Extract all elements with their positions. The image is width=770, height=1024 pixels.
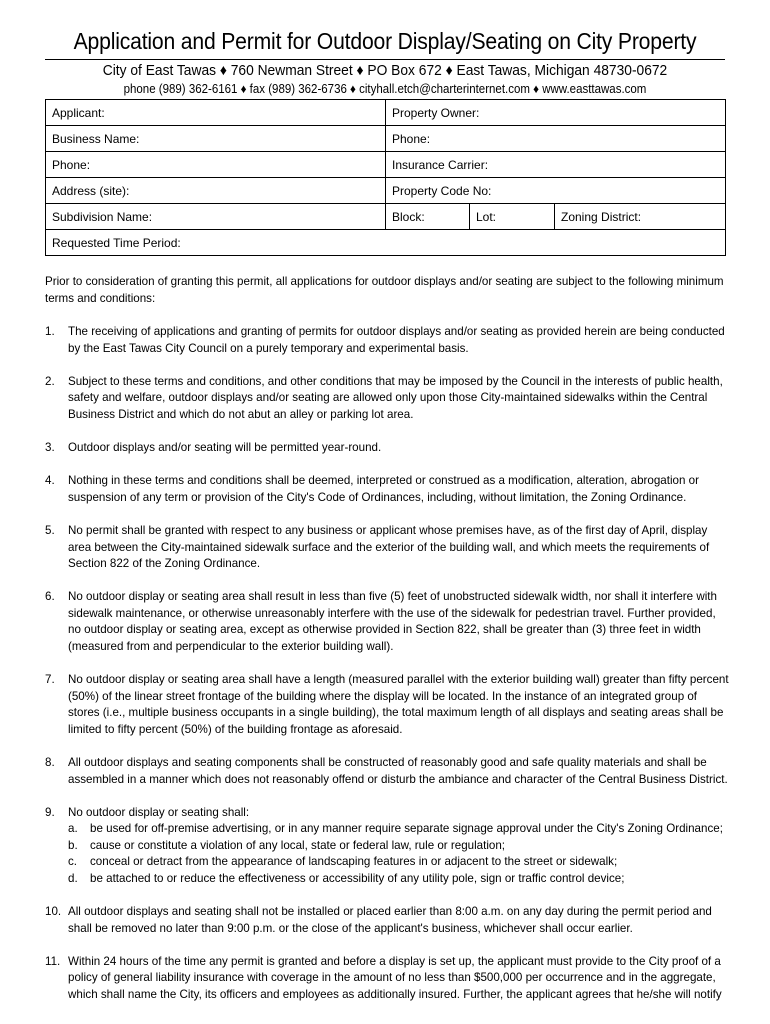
block-field[interactable]: Block: xyxy=(386,204,470,230)
requested-time-period-field[interactable]: Requested Time Period: xyxy=(46,230,726,256)
sub-condition-letter: c. xyxy=(68,855,78,869)
sub-condition-text: be attached to or reduce the effectiveness or accessibility of any utility pole, sign or traffic control device; xyxy=(90,872,625,886)
condition-text: Subject to these terms and conditions, and other conditions that may be imposed by the Council in the interests of public health, safety and welfare, outdoor displays and/or seating are allowed only upon those City-maintained sidewalks within the Central Business District and which do not abut an alley or parking lot area. xyxy=(68,374,723,422)
condition-number: 5. xyxy=(45,523,55,537)
condition-text: No permit shall be granted with respect to any business or applicant whose premises have, as of the first day of April, display area between the City-maintained sidewalk surface and the exterior of the building wall, and which meets the requirements of Section 822 of the Zoning Ordinance. xyxy=(68,523,710,571)
condition-text: All outdoor displays and seating shall not be installed or placed earlier than 8:00 a.m. on any day during the permit period and shall be removed no later than 9:00 p.m. or the close of the applicant's business, whichever shall occur earlier. xyxy=(68,905,712,935)
condition-number: 7. xyxy=(45,673,55,687)
condition-item xyxy=(45,904,731,937)
condition-text: No outdoor display or seating area shall have a length (measured parallel with the exterior building wall) greater than fifty percent (50%) of the linear street frontage of the building where the display will be located. In the instance of an integrated group of stores (i.e., multiple business occupants in a single building), the total maximum length of all displays and seating areas shall be limited to fifty percent (50%) of the building frontage as aforesaid. xyxy=(68,673,729,736)
zoning-district-field[interactable]: Zoning District: xyxy=(555,204,726,230)
condition-text: Outdoor displays and/or seating will be permitted year-round. xyxy=(68,441,382,455)
intro-paragraph: Prior to consideration of granting this permit, all applications for outdoor displays and/or seating are subject to the following minimum terms and conditions: xyxy=(45,275,724,305)
sub-condition-item xyxy=(68,854,731,871)
condition-text: No outdoor display or seating shall: xyxy=(68,805,250,819)
condition-number: 6. xyxy=(45,590,55,604)
condition-item xyxy=(45,672,731,738)
sub-condition-text: cause or constitute a violation of any local, state or federal law, rule or regulation; xyxy=(90,838,506,852)
condition-item xyxy=(45,440,731,457)
condition-number: 4. xyxy=(45,474,55,488)
terms-and-conditions xyxy=(45,274,731,1020)
condition-text: Nothing in these terms and conditions shall be deemed, interpreted or construed as a modification, alteration, abrogation or suspension of any term or provision of the City's Code of Ordinances, including, without limitation, the Zoning Ordinance. xyxy=(68,474,699,504)
insurance-carrier-field[interactable]: Insurance Carrier: xyxy=(386,152,726,178)
sub-condition-item xyxy=(68,838,731,855)
property-owner-field[interactable]: Property Owner: xyxy=(386,100,726,126)
condition-number: 2. xyxy=(45,374,55,388)
contact-line: phone (989) 362-6161 ♦ fax (989) 362-6736 ♦ cityhall.etch@charterinternet.com ♦ www.easttawas.com xyxy=(123,82,647,96)
condition-item xyxy=(45,473,731,506)
sub-condition-letter: a. xyxy=(68,822,78,836)
address-line: City of East Tawas ♦ 760 Newman Street ♦ PO Box 672 ♦ East Tawas, Michigan 48730-0672 xyxy=(102,62,668,79)
condition-number: 1. xyxy=(45,325,55,339)
condition-item xyxy=(45,589,731,655)
title-underline xyxy=(45,59,725,60)
condition-item xyxy=(45,805,731,888)
sub-condition-item xyxy=(68,821,731,838)
condition-number: 9. xyxy=(45,805,55,819)
condition-text: The receiving of applications and granting of permits for outdoor displays and/or seating as provided herein are being conducted by the East Tawas City Council on a purely temporary and experimental basis. xyxy=(68,325,725,355)
condition-text: No outdoor display or seating area shall result in less than five (5) feet of unobstructed sidewalk width, nor shall it interfere with sidewalk maintenance, or otherwise unreasonably interfere with the use of the sidewalk for pedestrian travel. Further provided, no outdoor display or seating area, except as otherwise provided in Section 822, shall be greater than (3) three feet in width (measured from and perpendicular to the exterior building wall). xyxy=(68,590,717,653)
condition-number: 3. xyxy=(45,441,55,455)
condition-item xyxy=(45,954,731,1004)
sub-condition-letter: b. xyxy=(68,838,78,852)
page-title: Application and Permit for Outdoor Display/Seating on City Property xyxy=(73,28,697,54)
address-site-field[interactable]: Address (site): xyxy=(46,178,386,204)
sub-condition-letter: d. xyxy=(68,872,78,886)
condition-item xyxy=(45,324,731,357)
sub-condition-item xyxy=(68,871,731,888)
condition-text: Within 24 hours of the time any permit is granted and before a display is set up, the applicant must provide to the City proof of a policy of general liability insurance with coverage in the amount of no less than $500,000 per occurrence and in the aggregate, which shall name the City, its officers and employees as additionally insured. Further, the applicant agrees that he/she will notify xyxy=(68,954,722,1001)
condition-text: All outdoor displays and seating components shall be constructed of reasonably good and safe quality materials and shall be assembled in a manner which does not reasonably offend or disturb the ambiance and character of the Central Business District. xyxy=(68,755,728,786)
subdivision-name-field[interactable]: Subdivision Name: xyxy=(46,204,386,230)
business-name-field[interactable]: Business Name: xyxy=(46,126,386,152)
application-form-table xyxy=(45,99,726,256)
condition-item xyxy=(45,755,731,788)
owner-phone-field[interactable]: Phone: xyxy=(386,126,726,152)
condition-item xyxy=(45,523,731,573)
condition-number: 11. xyxy=(45,954,61,968)
property-code-field[interactable]: Property Code No: xyxy=(386,178,726,204)
applicant-phone-field[interactable]: Phone: xyxy=(46,152,386,178)
sub-condition-text: conceal or detract from the appearance of landscaping features in or adjacent to the street or sidewalk; xyxy=(90,855,618,869)
sub-condition-text: be used for off-premise advertising, or in any manner require separate signage approval under the City's Zoning Ordinance; xyxy=(90,822,723,836)
condition-item xyxy=(45,374,731,424)
lot-field[interactable]: Lot: xyxy=(470,204,555,230)
applicant-field[interactable]: Applicant: xyxy=(46,100,386,126)
condition-number: 8. xyxy=(45,755,55,769)
condition-number: 10. xyxy=(45,905,62,919)
